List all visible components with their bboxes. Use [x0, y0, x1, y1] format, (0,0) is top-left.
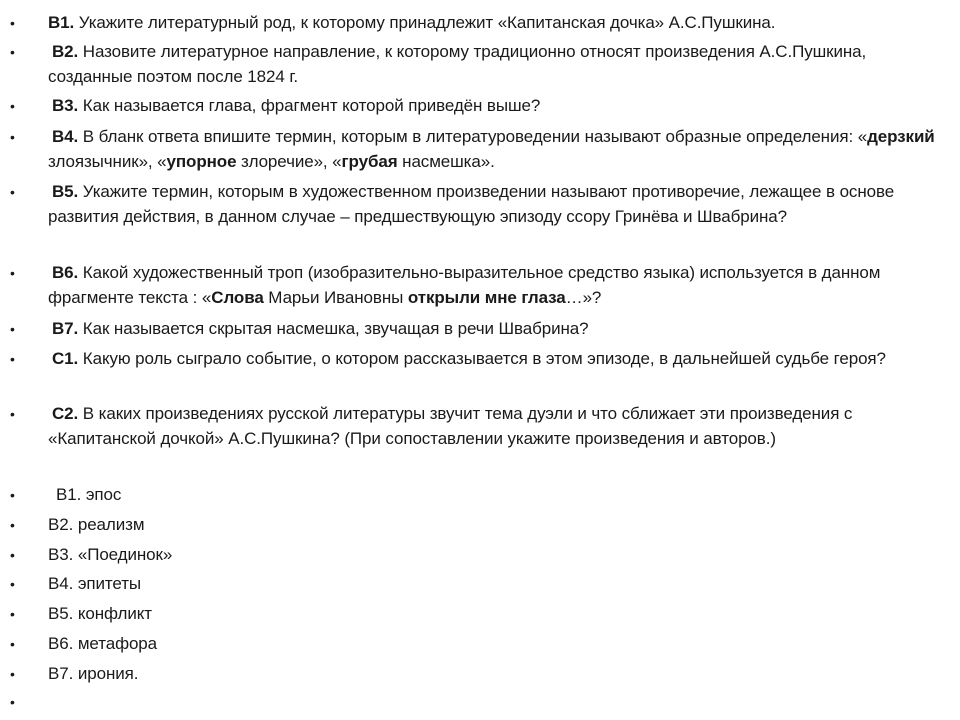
bullet-icon: • [10, 265, 15, 281]
question-b6 [48, 260, 953, 310]
question-text: злоречие», « [236, 152, 342, 171]
question-code: В5. [52, 182, 79, 201]
question-text: В каких произведениях русской литературы звучит тема дуэли и что сближает эти произведения с «Капитанской дочкой» А.С.Пушкина? (При сопоставлении укажите произведения и авторов.) [48, 404, 853, 448]
question-text: В бланк ответа впишите термин, которым в литературоведении называют образные определения: « [82, 127, 868, 146]
question-code: В1. [48, 13, 75, 32]
question-text: злоязычник», « [48, 152, 167, 171]
bullet-icon: • [10, 636, 15, 652]
emphasis: открыли мне глаза [407, 288, 566, 307]
question-c2 [48, 401, 953, 451]
question-code: В6. [52, 263, 79, 282]
question-b5 [48, 179, 953, 229]
answer-b1 [48, 482, 953, 507]
answer-b6 [48, 631, 953, 656]
answer-text: В5. конфликт [48, 604, 152, 623]
answer-b4 [48, 571, 953, 596]
answer-b3 [48, 542, 953, 567]
question-text: насмешка». [397, 152, 495, 171]
answer-b7 [48, 661, 953, 686]
answer-text: В6. метафора [48, 634, 158, 653]
bullet-icon: • [10, 487, 15, 503]
bullet-icon: • [10, 547, 15, 563]
answer-b2 [48, 512, 953, 537]
bullet-icon: • [10, 351, 15, 367]
question-text: Как называется скрытая насмешка, звучащая в речи Швабрина? [82, 319, 589, 338]
question-code: В3. [52, 96, 79, 115]
answer-text: В4. эпитеты [48, 574, 142, 593]
bullet-icon: • [10, 184, 15, 200]
question-code: С2. [52, 404, 79, 423]
emphasis: упорное [166, 152, 237, 171]
question-text: Укажите термин, которым в художественном произведении называют противоречие, лежащее в основе развития действия, в данном случае – предшествующую эпизоду ссору Гринёва и Швабрина? [48, 182, 895, 226]
emphasis: Слова [211, 288, 264, 307]
question-code: В4. [52, 127, 79, 146]
bullet-icon: • [10, 44, 15, 60]
question-text: Какой художественный троп (изобразительно-выразительное средство языка) используется в данном фрагменте текста : « [48, 263, 881, 307]
bullet-icon: • [10, 406, 15, 422]
emphasis: грубая [341, 152, 398, 171]
answer-text: В7. ирония. [48, 664, 139, 683]
bullet-icon: • [10, 606, 15, 622]
answer-b5 [48, 601, 953, 626]
question-b4 [48, 124, 953, 174]
question-b3 [48, 93, 953, 118]
question-c1 [48, 346, 953, 371]
question-code: В2. [52, 42, 79, 61]
question-text: Какую роль сыграло событие, о котором рассказывается в этом эпизоде, в дальнейшей судьбе героя? [82, 349, 886, 368]
bullet-icon: • [10, 694, 15, 710]
question-text: Укажите литературный род, к которому принадлежит «Капитанская дочка» А.С.Пушкина. [78, 13, 776, 32]
question-code: С1. [52, 349, 79, 368]
question-code: В7. [52, 319, 79, 338]
question-b2 [48, 39, 953, 89]
bullet-icon: • [10, 15, 15, 31]
question-text: Марьи Ивановны [263, 288, 408, 307]
bullet-icon: • [10, 517, 15, 533]
bullet-icon: • [10, 129, 15, 145]
emphasis: дерзкий [867, 127, 935, 146]
bullet-icon: • [10, 98, 15, 114]
question-text: Как называется глава, фрагмент которой приведён выше? [82, 96, 541, 115]
question-text: Назовите литературное направление, к которому традиционно относят произведения А.С.Пушкина, созданные поэтом после 1824 г. [48, 42, 867, 86]
question-b7 [48, 316, 953, 341]
answer-text: В1. эпос [56, 485, 122, 504]
bullet-icon: • [10, 666, 15, 682]
question-b1 [48, 10, 953, 35]
answer-text: В2. реализм [48, 515, 145, 534]
bullet-icon: • [10, 321, 15, 337]
answer-text: В3. «Поединок» [48, 545, 173, 564]
question-text: …»? [565, 288, 602, 307]
bullet-icon: • [10, 576, 15, 592]
